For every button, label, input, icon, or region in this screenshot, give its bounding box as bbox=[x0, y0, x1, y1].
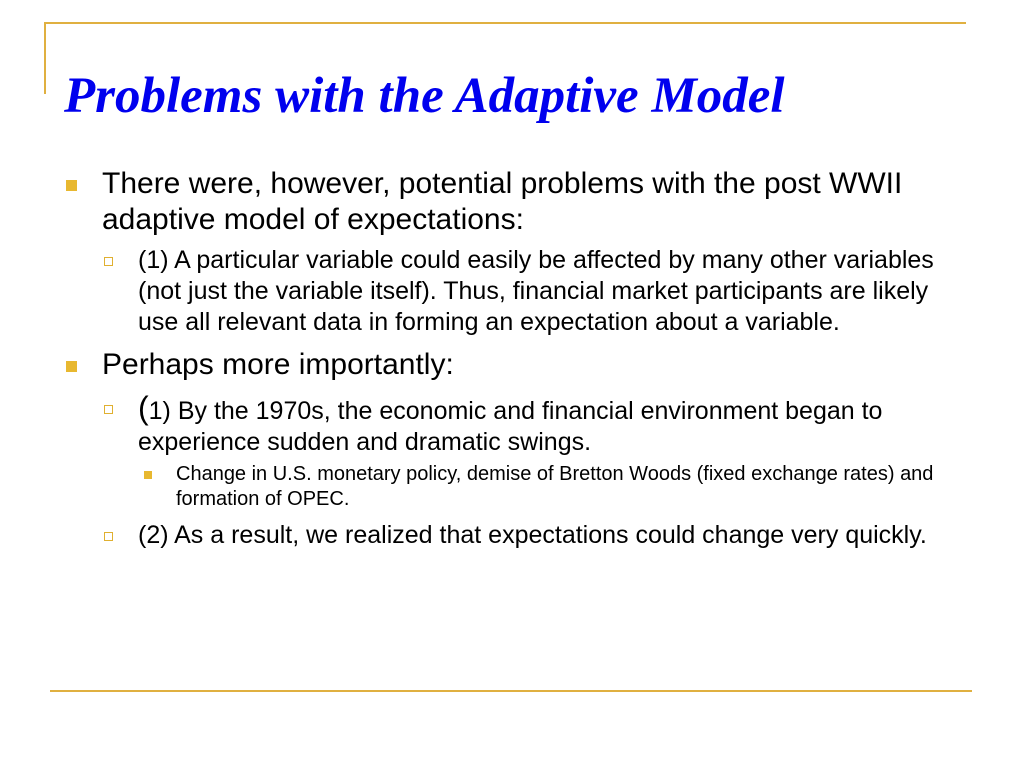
left-border-line bbox=[44, 22, 46, 94]
bullet-text: There were, however, potential problems with the post WWII adaptive model of expectations: bbox=[102, 167, 903, 236]
sub-bullet-item bbox=[0, 390, 950, 458]
square-bullet-icon bbox=[66, 361, 77, 372]
sub-sub-bullet-item bbox=[0, 462, 936, 512]
hollow-square-bullet-icon bbox=[104, 532, 113, 541]
sub-bullet-item bbox=[0, 520, 950, 551]
top-border-line bbox=[44, 22, 966, 24]
sub-bullet-text: 1) By the 1970s, the economic and financial environment began to experience sudden and dramatic swings. bbox=[138, 397, 883, 456]
bullet-text: Perhaps more importantly: bbox=[102, 348, 454, 381]
sub-bullet-prefix: ( bbox=[138, 390, 149, 426]
sub-bullet-text: (2) As a result, we realized that expectations could change very quickly. bbox=[138, 521, 927, 549]
sub-sub-bullet-text: Change in U.S. monetary policy, demise of Bretton Woods (fixed exchange rates) and formation of OPEC. bbox=[176, 463, 934, 510]
square-bullet-icon bbox=[66, 180, 77, 191]
bullet-list bbox=[0, 166, 1024, 551]
hollow-square-bullet-icon bbox=[104, 257, 113, 266]
sub-bullet-item bbox=[0, 245, 950, 338]
hollow-square-bullet-icon bbox=[104, 405, 113, 414]
bullet-item bbox=[0, 347, 922, 383]
sub-bullet-text: (1) A particular variable could easily be affected by many other variables (not just the variable itself). Thus, financial market participants are likely use all relevant data in forming an expectation about a variable. bbox=[138, 246, 934, 336]
slide-title: Problems with the Adaptive Model bbox=[64, 68, 785, 124]
square-bullet-icon bbox=[144, 471, 152, 479]
bottom-border-line bbox=[50, 690, 972, 692]
bullet-item bbox=[0, 166, 922, 238]
